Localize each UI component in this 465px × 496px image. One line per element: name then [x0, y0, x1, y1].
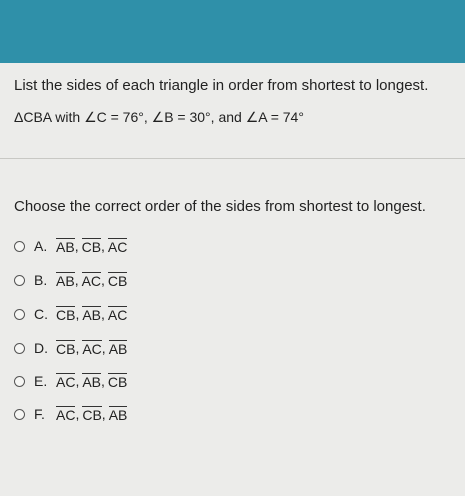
side-segment: CB [107, 374, 128, 390]
radio-icon[interactable] [14, 409, 25, 420]
side-segment: AB [82, 374, 102, 390]
side-segment: AC [107, 307, 128, 323]
side-segment: AC [56, 374, 76, 390]
option-letter: C. [34, 306, 48, 322]
side-segment: AC [81, 273, 102, 289]
header-bar [0, 0, 465, 63]
option-letter: E. [34, 373, 48, 389]
and-text: and [218, 109, 242, 125]
side-segment: AC [82, 341, 102, 357]
side-segment: AC [107, 239, 128, 255]
side-segment: CB [82, 407, 102, 423]
side-segment: CB [81, 239, 102, 255]
option-d[interactable]: D. CB , AC , AB [14, 337, 127, 359]
option-e[interactable]: E. AC , AB , CB [14, 370, 127, 392]
side-segment: AB [82, 307, 102, 323]
side-segment: CB [107, 273, 128, 289]
option-f[interactable]: F. AC , CB , AB [14, 403, 127, 425]
option-letter: F. [34, 406, 45, 422]
option-letter: D. [34, 340, 48, 356]
radio-icon[interactable] [14, 343, 25, 354]
problem-statement [14, 109, 304, 126]
option-letter: A. [34, 238, 48, 254]
angle-a: ∠A = 74° [245, 109, 304, 125]
radio-icon[interactable] [14, 241, 25, 252]
side-segment: AC [56, 407, 76, 423]
side-segment: CB [56, 341, 76, 357]
option-c[interactable]: C. CB , AB , AC [14, 303, 127, 325]
question-panel [0, 63, 465, 496]
radio-icon[interactable] [14, 376, 25, 387]
triangle-name: ΔCBA [14, 109, 52, 125]
divider [0, 158, 465, 159]
instruction-text: List the sides of each triangle in order from shortest to longest. [14, 77, 429, 94]
radio-icon[interactable] [14, 309, 25, 320]
side-segment: AB [56, 273, 75, 289]
side-segment: AB [108, 407, 128, 423]
option-a[interactable]: A. AB , CB , AC [14, 235, 127, 257]
radio-icon[interactable] [14, 275, 25, 286]
with-text: with [55, 109, 81, 125]
question-text: Choose the correct order of the sides from shortest to longest. [14, 198, 426, 215]
option-b[interactable]: B. AB , AC , CB [14, 269, 127, 291]
side-segment: AB [108, 341, 128, 357]
angle-b: ∠B = 30°, [151, 109, 215, 125]
side-segment: AB [56, 239, 75, 255]
option-letter: B. [34, 272, 48, 288]
side-segment: CB [56, 307, 76, 323]
angle-c: ∠C = 76°, [84, 109, 148, 125]
